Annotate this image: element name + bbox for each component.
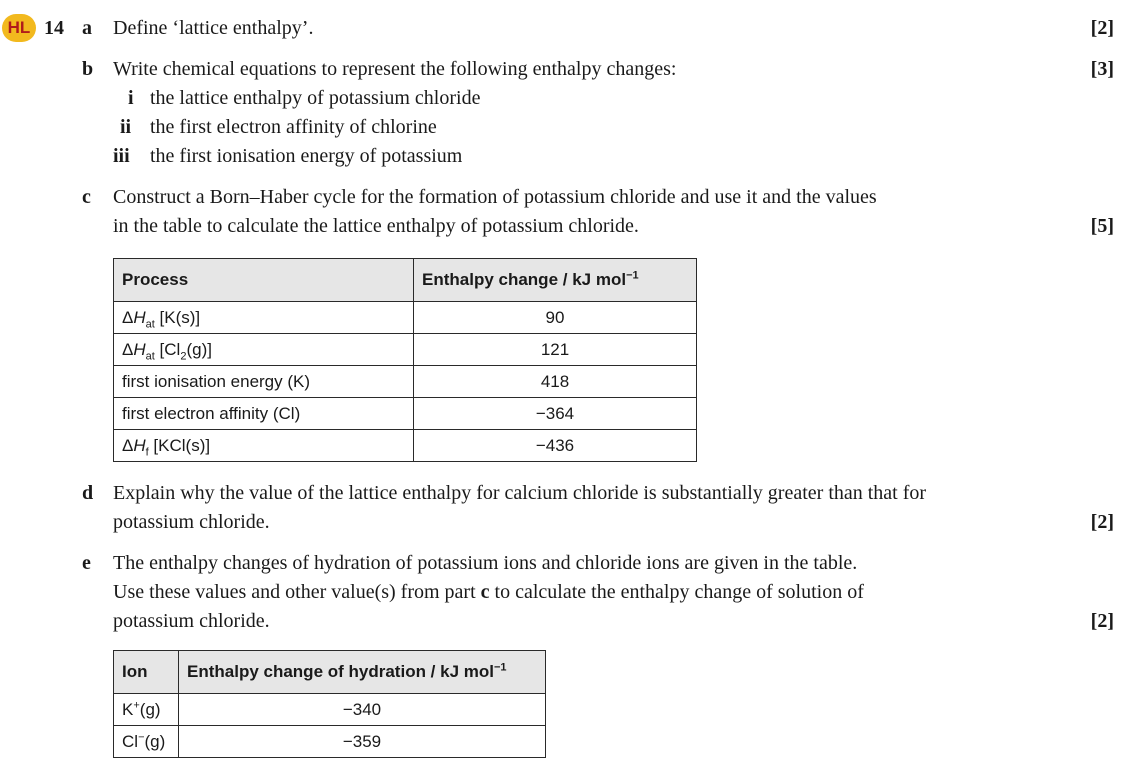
- enthalpy-symbol: H: [133, 307, 146, 327]
- delta-symbol: Δ: [122, 339, 134, 359]
- enthalpy-value: −436: [414, 430, 697, 462]
- table-row: [114, 430, 697, 462]
- part-a-letter: a: [82, 17, 92, 39]
- header-hydration-label: Enthalpy change of hydration / kJ mol: [187, 662, 494, 681]
- header-enthalpy-exp: −1: [626, 269, 639, 282]
- part-e-line3: potassium chloride.: [113, 610, 270, 632]
- process-species: [Cl: [154, 339, 181, 359]
- table-row: [114, 366, 697, 398]
- part-d-line2: potassium chloride.: [113, 511, 270, 533]
- hydration-value: −340: [179, 694, 546, 726]
- table-row: [114, 694, 546, 726]
- process-cell: [114, 334, 414, 366]
- part-b-item-numeral: ii: [120, 116, 132, 138]
- hl-badge: HL: [2, 14, 36, 42]
- part-c-letter: c: [82, 186, 91, 208]
- hydration-value: −359: [179, 726, 546, 758]
- hydration-table: [113, 650, 546, 758]
- process-table: [113, 258, 697, 462]
- header-process: Process: [114, 259, 414, 302]
- ion-charge: +: [133, 698, 140, 711]
- delta-symbol: Δ: [122, 435, 134, 455]
- enthalpy-value: −364: [414, 398, 697, 430]
- ion-cell: [114, 694, 179, 726]
- part-c-line2: in the table to calculate the lattice enthalpy of potassium chloride.: [113, 215, 639, 237]
- header-hydration-exp: −1: [494, 661, 507, 674]
- enthalpy-symbol: H: [133, 339, 146, 359]
- part-b-item-text: the lattice enthalpy of potassium chloride: [150, 87, 481, 109]
- delta-symbol: Δ: [122, 307, 134, 327]
- part-b-item-text: the first electron affinity of chlorine: [150, 116, 437, 138]
- table-header-row: [114, 259, 697, 302]
- process-cell: first electron affinity (Cl): [114, 398, 414, 430]
- part-d-line1: Explain why the value of the lattice enthalpy for calcium chloride is substantially greater than that for: [113, 482, 927, 504]
- question-number: 14: [44, 17, 64, 39]
- header-ion: Ion: [114, 651, 179, 694]
- enthalpy-subscript: f: [145, 445, 149, 458]
- table-row: [114, 334, 697, 366]
- process-cell: first ionisation energy (K): [114, 366, 414, 398]
- table-row: [114, 302, 697, 334]
- process-species-state: (g)]: [186, 339, 212, 359]
- ion-state: (g): [144, 731, 166, 751]
- enthalpy-value: 90: [414, 302, 697, 334]
- header-enthalpy: [414, 259, 697, 302]
- enthalpy-subscript: at: [145, 349, 155, 362]
- table-header-row: [114, 651, 546, 694]
- part-b-letter: b: [82, 58, 94, 80]
- ion-cell: [114, 726, 179, 758]
- part-a-text: Define ‘lattice enthalpy’.: [113, 17, 314, 39]
- part-e-line1: The enthalpy changes of hydration of potassium ions and chloride ions are given in the table.: [113, 552, 858, 574]
- part-b-item-numeral: iii: [113, 145, 130, 167]
- part-d-marks: [2]: [1090, 511, 1114, 533]
- header-enthalpy-label: Enthalpy change / kJ mol: [422, 270, 627, 289]
- enthalpy-value: 121: [414, 334, 697, 366]
- table-row: [114, 726, 546, 758]
- ion-symbol: K: [122, 699, 134, 719]
- part-e-marks: [2]: [1090, 610, 1114, 632]
- process-species: [K(s)]: [154, 307, 201, 327]
- ion-state: (g): [139, 699, 161, 719]
- table-row: [114, 398, 697, 430]
- enthalpy-symbol: H: [133, 435, 146, 455]
- part-c-line1: Construct a Born–Haber cycle for the formation of potassium chloride and use it and the values: [113, 186, 877, 208]
- process-cell: [114, 430, 414, 462]
- part-b-marks: [3]: [1090, 58, 1114, 80]
- part-e-line2-pre: Use these values and other value(s) from part: [113, 581, 481, 603]
- process-species: [KCl(s)]: [148, 435, 211, 455]
- part-e-line2: [113, 578, 864, 607]
- part-b-item-text: the first ionisation energy of potassium: [150, 145, 463, 167]
- enthalpy-value: 418: [414, 366, 697, 398]
- part-e-line2-bold: c: [480, 581, 490, 603]
- part-b-text: Write chemical equations to represent the following enthalpy changes:: [113, 58, 677, 80]
- part-e-letter: e: [82, 552, 91, 574]
- part-b-item-numeral: i: [128, 87, 134, 109]
- part-c-marks: [5]: [1090, 215, 1114, 237]
- part-a-marks: [2]: [1090, 17, 1114, 39]
- formula-subscript: 2: [180, 349, 187, 362]
- ion-charge: −: [138, 730, 145, 743]
- ion-symbol: Cl: [122, 731, 139, 751]
- part-e-line2-post: to calculate the enthalpy change of solution of: [489, 581, 864, 603]
- process-cell: [114, 302, 414, 334]
- header-hydration: [179, 651, 546, 694]
- enthalpy-subscript: at: [145, 317, 155, 330]
- part-d-letter: d: [82, 482, 94, 504]
